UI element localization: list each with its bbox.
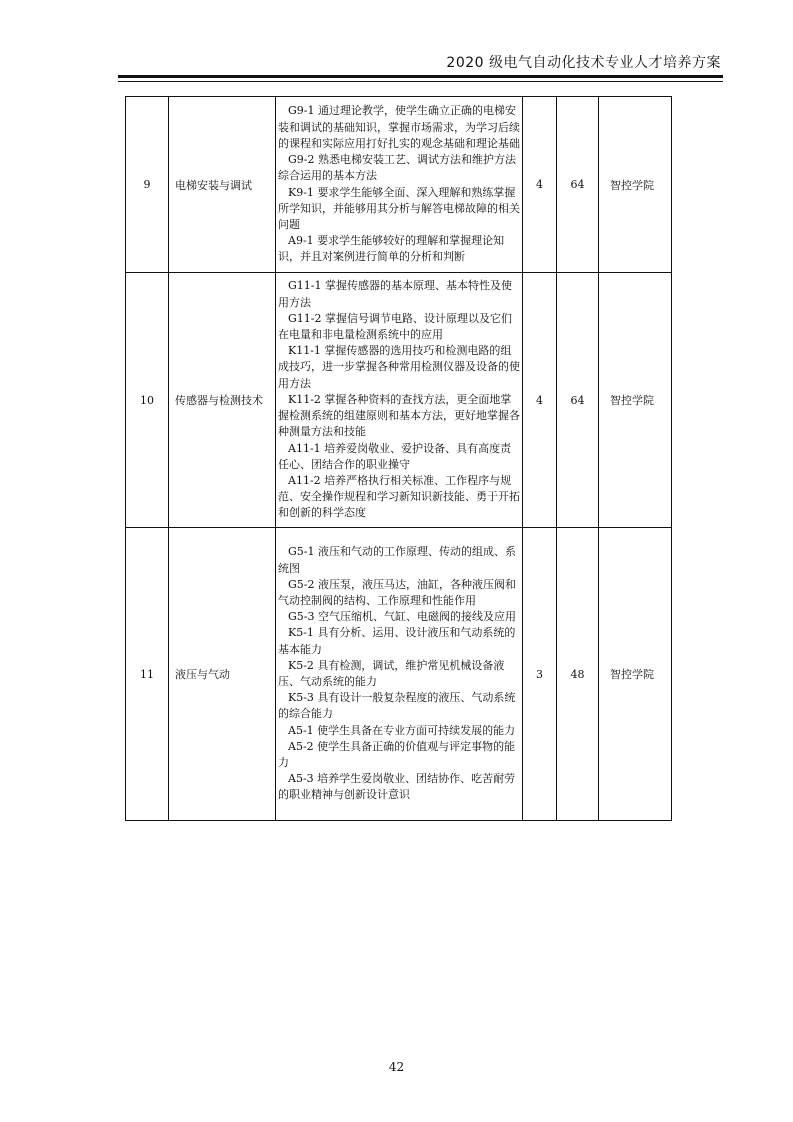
objective-item: A11-2 培养严格执行相关标准、工作程序与规范、安全操作规程和学习新知识新技能、勇于开拓和创新的科学态度 [278,473,520,520]
objective-item: A5-3 培养学生爱岗敬业、团结协作、吃苦耐劳的职业精神与创新设计意识 [278,772,516,802]
table-row [126,528,672,821]
objective-item: A5-1 使学生具备在专业方面可持续发展的能力 [288,723,516,737]
course-credits: 3 [523,528,557,821]
objective-item: K11-1 掌握传感器的选用技巧和检测电路的组成技巧，进一步掌握各种常用检测仪器及设备的使用方法 [278,344,520,390]
table-row [126,97,672,273]
course-credits: 4 [523,97,557,273]
course-objectives [276,528,523,821]
header-rule-thin [118,81,723,82]
objective-item: G5-1 液压和气动的工作原理、传动的组成、系统图 [278,545,516,575]
objective-item: A11-1 培养爱岗敬业、爱护设备、具有高度责任心、团结合作的职业操守 [278,441,512,471]
objective-item: K9-1 要求学生能够全面、深入理解和熟练掌握所学知识，并能够用其分析与解答电梯故障的相关问题 [278,185,520,231]
objective-item: G9-2 熟悉电梯安装工艺、调试方法和维护方法综合运用的基本方法 [278,153,516,183]
course-number: 10 [126,273,169,528]
course-objectives [276,273,523,528]
header-rule-thick [118,75,723,78]
course-objectives [276,97,523,273]
course-department: 智控学院 [599,528,672,821]
course-credits: 4 [523,273,557,528]
course-hours: 64 [557,273,599,528]
course-name: 传感器与检测技术 [169,273,276,528]
objective-item: G5-3 空气压缩机、气缸、电磁阀的接线及应用 [288,610,516,624]
objective-item: A5-2 使学生具备正确的价值观与评定事物的能力 [278,739,516,770]
page-number: 42 [388,1060,405,1074]
course-name: 液压与气动 [169,528,276,821]
course-hours: 64 [557,97,599,273]
objective-item: K5-3 具有设计一般复杂程度的液压、气动系统的综合能力 [278,691,516,721]
course-department: 智控学院 [599,97,672,273]
objective-item: G9-1 通过理论教学，使学生确立正确的电梯安装和调试的基础知识，掌握市场需求，为学习后续的课程和实际应用打好扎实的观念基础和理论基础 [278,104,520,150]
course-number: 9 [126,97,169,273]
objective-item: K11-2 掌握各种资料的查找方法，更全面地掌握检测系统的组建原则和基本方法，更好地掌握各种测量方法和技能 [278,392,520,439]
table-row [126,273,672,528]
objective-item: K5-2 具有检测，调试，维护常见机械设备液压、气动系统的能力 [278,658,505,688]
course-hours: 48 [557,528,599,821]
course-department: 智控学院 [599,273,672,528]
course-name: 电梯安装与调试 [169,97,276,273]
objective-item: K5-1 具有分析、运用、设计液压和气动系统的基本能力 [278,626,516,656]
document-header-title: 2020 级电气自动化技术专业人才培养方案 [446,55,721,71]
objective-item: G11-1 掌握传感器的基本原理、基本特性及使用方法 [278,279,512,309]
objective-item: G5-2 液压泵，液压马达，油缸，各种液压阀和气动控制阀的结构、工作原理和性能作用 [278,577,516,607]
course-table [125,96,672,821]
course-number: 11 [126,528,169,821]
objective-item: A9-1 要求学生能够较好的理解和掌握理论知识，并且对案例进行简单的分析和判断 [278,234,505,264]
objective-item: G11-2 掌握信号调节电路、设计原理以及它们在电量和非电量检测系统中的应用 [278,311,512,342]
